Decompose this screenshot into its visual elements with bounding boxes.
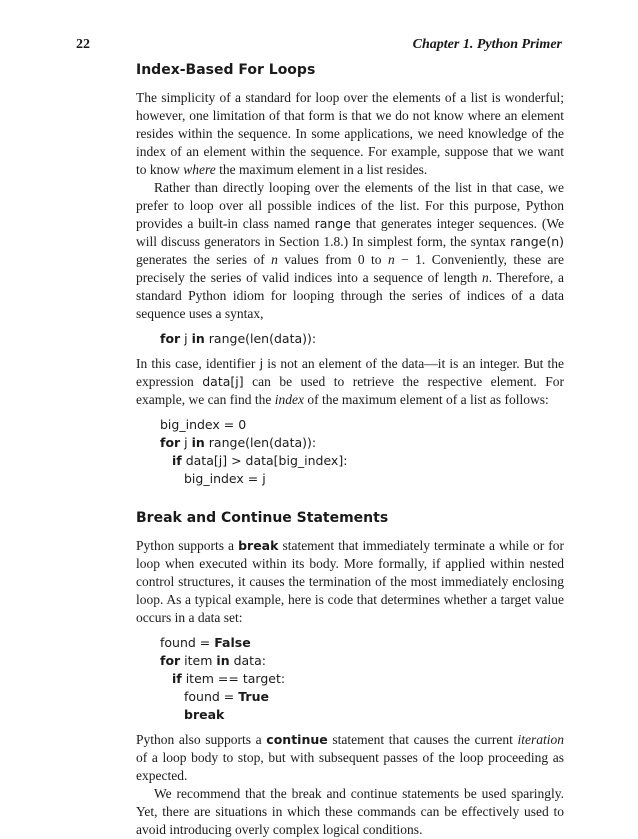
code-line: big_index = j [184,471,266,486]
code-block [136,634,564,724]
chapter-title: Chapter 1. Python Primer [412,37,562,52]
paragraph: In this case, identifier j is not an element of the data—it is an integer. But the expression data[j] can be used to retrieve the respective element. For example, we can find the index of the maximum element of a list as follows: [136,356,564,407]
code-block [136,330,564,348]
code-line: found = True [184,689,269,704]
code-line: break [184,707,225,722]
paragraph: Rather than directly looping over the elements of the list in that case, we prefer to loop over all possible indices of the list. For this purpose, Python provides a built-in class named range that generates integer sequences. (We will discuss generators in Section 1.8.) In simplest form, the syntax range(n) generates the series of n values from 0 to n − 1. Conveniently, these are precisely the series of valid indices into a sequence of length n. Therefore, a standard Python idiom for looping through the series of indices of a data sequence uses a syntax, [136,180,564,321]
paragraph: We recommend that the break and continue statements be used sparingly. Yet, there are situations in which these commands can be effectively used to avoid introducing overly complex logical conditions. [136,786,564,837]
code-line: for j in range(len(data)): [160,331,317,346]
section-heading-break-continue: Break and Continue Statements [136,510,389,526]
code-block [136,416,564,488]
paragraph: Python also supports a continue statement that causes the current iteration of a loop body to stop, but with subsequent passes of the loop proceeding as expected. [136,732,564,783]
page-body [136,60,564,839]
code-line: found = False [160,635,251,650]
page-number: 22 [76,37,90,52]
paragraph: The simplicity of a standard for loop over the elements of a list is wonderful; however, one limitation of that form is that we do not know where an element resides within the sequence. In some applications, we need knowledge of the index of an element within the sequence. For example, suppose that we want to know where the maximum element in a list resides. [136,90,564,177]
paragraph: Python supports a break statement that immediately terminate a while or for loop when executed within its body. More formally, if applied within nested control structures, it causes the termination of the most immediately enclosing loop. As a typical example, here is code that determines whether a target value occurs in a data set: [136,538,564,625]
code-line: if data[j] > data[big_index]: [172,453,348,468]
code-line: for j in range(len(data)): [160,435,317,450]
code-line: if item == target: [172,671,286,686]
code-line: for item in data: [160,653,266,668]
section-heading-index-loops: Index-Based For Loops [136,62,316,78]
code-line: big_index = 0 [160,417,247,432]
